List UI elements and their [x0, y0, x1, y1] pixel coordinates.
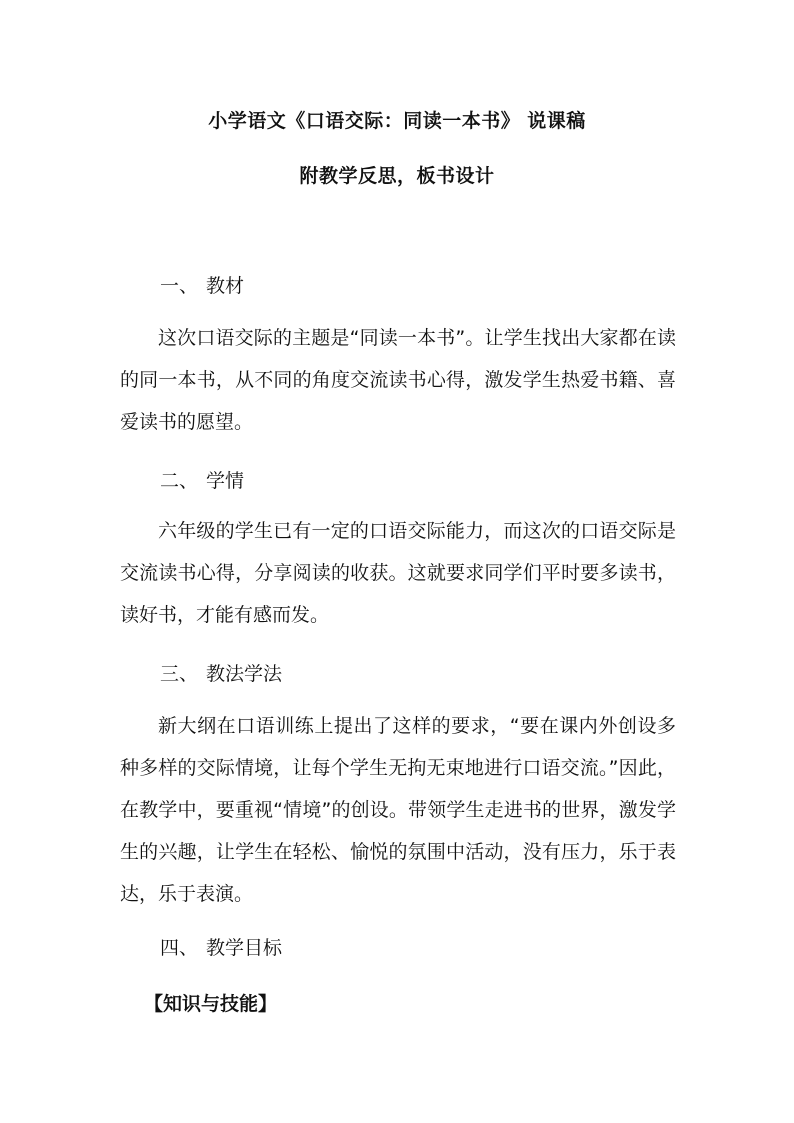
section-paragraph-materials: 这次口语交际的主题是“同读一本书”。让学生找出大家都在读的同一本书，从不同的角度交流读书心得，激发学生热爱书籍、喜爱读书的愿望。: [120, 327, 676, 433]
section-paragraph-methods: 新大纲在口语训练上提出了这样的要求，“要在课内外创设多种多样的交际情境，让每个学生无拘无束地进行口语交流。”因此，在教学中，要重视“情境”的创设。带领学生走进书的世界，激发学生的兴趣，让学生在轻松、愉悦的氛围中活动，没有压力，乐于表达，乐于表演。: [120, 715, 676, 905]
section-number: 四、: [160, 937, 199, 959]
section-heading-materials: [160, 271, 244, 298]
section-title: 教法学法: [206, 663, 283, 685]
section-paragraph-students: 六年级的学生已有一定的口语交际能力，而这次的口语交际是交流读书心得，分享阅读的收获。这就要求同学们平时要多读书，读好书，才能有感而发。: [120, 520, 676, 626]
section-title: 教材: [206, 275, 245, 297]
section-title: 教学目标: [206, 937, 283, 959]
section-number: 二、: [160, 470, 199, 492]
document-title: 小学语文《口语交际：同读一本书》 说课稿: [208, 110, 586, 132]
section-number: 三、: [160, 663, 199, 685]
section-heading-methods: [160, 659, 282, 686]
section-heading-students: [160, 466, 244, 493]
subheading-knowledge-skills: 【知识与技能】: [144, 993, 278, 1015]
section-number: 一、: [160, 275, 199, 297]
document-subtitle: 附教学反思，板书设计: [299, 165, 495, 187]
section-heading-objectives: [160, 933, 282, 960]
section-title: 学情: [206, 470, 245, 492]
